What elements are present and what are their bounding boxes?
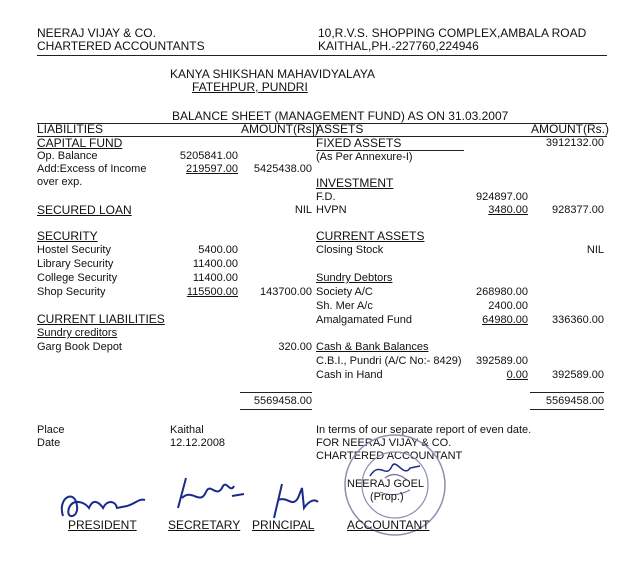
cash-total: 392589.00: [552, 369, 604, 381]
library-security-value: 11400.00: [192, 258, 238, 270]
fd-label: F.D.: [316, 191, 336, 203]
shop-security-value: 115500.00: [186, 286, 238, 298]
investment-total: 928377.00: [552, 204, 604, 216]
shmer-label: Sh. Mer A/c: [316, 300, 373, 312]
hvpn-label: HVPN: [316, 204, 347, 216]
date-value: 12.12.2008: [170, 437, 226, 449]
cbi-value: 392589.00: [476, 355, 528, 367]
for-firm-line: FOR NEERAJ VIJAY & CO.: [316, 437, 452, 449]
cash-in-hand-label: Cash in Hand: [316, 369, 383, 381]
firm-address-line1: 10,R.V.S. SHOPPING COMPLEX,AMBALA ROAD: [318, 26, 587, 40]
excess-value: 219597.00: [186, 163, 238, 175]
header-amount-left: AMOUNT(Rs.): [241, 122, 319, 136]
debtors-total: 336360.00: [552, 314, 604, 326]
college-security-label: College Security: [37, 272, 118, 284]
header-liabilities: LIABILITIES: [37, 122, 104, 136]
header-assets: ASSETS: [316, 122, 364, 136]
left-grand-total: 5569458.00: [253, 395, 312, 407]
principal-signature: [262, 478, 322, 523]
signatory-name: NEERAJ GOEL: [347, 478, 425, 490]
fixed-assets-heading: FIXED ASSETS: [316, 136, 402, 150]
report-line: In terms of our separate report of even date.: [316, 424, 532, 436]
garg-book-depot-label: Garg Book Depot: [37, 341, 122, 353]
closing-stock-label: Closing Stock: [316, 244, 384, 256]
capital-fund-heading: CAPITAL FUND: [37, 136, 123, 150]
cash-bank-heading: Cash & Bank Balances: [316, 341, 429, 353]
op-balance-value: 5205841.00: [179, 150, 238, 162]
society-label: Society A/C: [316, 286, 373, 298]
hostel-security-label: Hostel Security: [37, 244, 111, 256]
left-total-top-rule: [240, 392, 312, 393]
sundry-debtors-heading: Sundry Debtors: [316, 272, 393, 284]
institution-name: KANYA SHIKSHAN MAHAVIDYALAYA: [170, 67, 375, 81]
place-label: Place: [37, 424, 65, 436]
society-value: 268980.00: [476, 286, 528, 298]
security-heading: SECURITY: [37, 229, 98, 243]
accountant-signature: [360, 456, 430, 486]
right-total-top-rule: [530, 392, 604, 393]
right-total-bottom-rule: [530, 409, 604, 410]
president-label: PRESIDENT: [68, 518, 137, 532]
secretary-signature: [172, 468, 252, 518]
secured-loan-heading: SECURED LOAN: [37, 203, 132, 217]
op-balance-label: Op. Balance: [37, 150, 98, 162]
date-label: Date: [37, 437, 61, 449]
sheet-title: BALANCE SHEET (MANAGEMENT FUND) AS ON 31.03.2007: [172, 109, 509, 123]
header-rule: [37, 55, 607, 56]
signatory-role: (Prop.): [370, 491, 404, 503]
college-security-value: 11400.00: [192, 272, 238, 284]
accountant-label: ACCOUNTANT: [347, 518, 430, 532]
shmer-value: 2400.00: [488, 300, 528, 312]
cbi-label: C.B.I., Pundri (A/C No:- 8429): [316, 355, 462, 367]
left-total-bottom-rule: [240, 409, 312, 410]
right-grand-total: 5569458.00: [545, 395, 604, 407]
amalgamated-label: Amalgamated Fund: [316, 314, 412, 326]
institution-place: FATEHPUR, PUNDRI: [192, 80, 308, 94]
firm-profession: CHARTERED ACCOUNTANTS: [37, 39, 205, 53]
hvpn-value: 3480.00: [488, 204, 528, 216]
closing-stock-value: NIL: [586, 244, 604, 256]
ca-line: CHARTERED ACCOUNTANT: [316, 450, 463, 462]
amalgamated-value: 64980.00: [482, 314, 528, 326]
principal-label: PRINCIPAL: [252, 518, 315, 532]
security-total: 143700.00: [260, 286, 312, 298]
cash-in-hand-value: 0.00: [506, 369, 528, 381]
firm-address-line2: KAITHAL,PH.-227760,224946: [318, 39, 479, 53]
header-amount-right: AMOUNT(Rs.): [531, 122, 609, 136]
investment-heading: INVESTMENT: [316, 176, 394, 190]
garg-book-depot-value: 320.00: [278, 341, 312, 353]
fixed-assets-value: 3912132.00: [545, 137, 604, 149]
capital-total: 5425438.00: [253, 163, 312, 175]
current-assets-heading: CURRENT ASSETS: [316, 229, 425, 243]
secretary-label: SECRETARY: [168, 518, 241, 532]
excess-label-cont: over exp.: [37, 176, 83, 188]
place-value: Kaithal: [170, 424, 204, 436]
firm-name: NEERAJ VIJAY & CO.: [37, 26, 156, 40]
fixed-assets-note: (As Per Annexure-I): [316, 151, 413, 163]
library-security-label: Library Security: [37, 258, 114, 270]
secured-loan-value: NIL: [294, 204, 312, 216]
fd-value: 924897.00: [476, 191, 528, 203]
shop-security-label: Shop Security: [37, 286, 106, 298]
excess-label: Add:Excess of Income: [37, 163, 147, 175]
current-liabilities-heading: CURRENT LIABILITIES: [37, 312, 165, 326]
hostel-security-value: 5400.00: [198, 244, 238, 256]
sundry-creditors-heading: Sundry creditors: [37, 327, 118, 339]
